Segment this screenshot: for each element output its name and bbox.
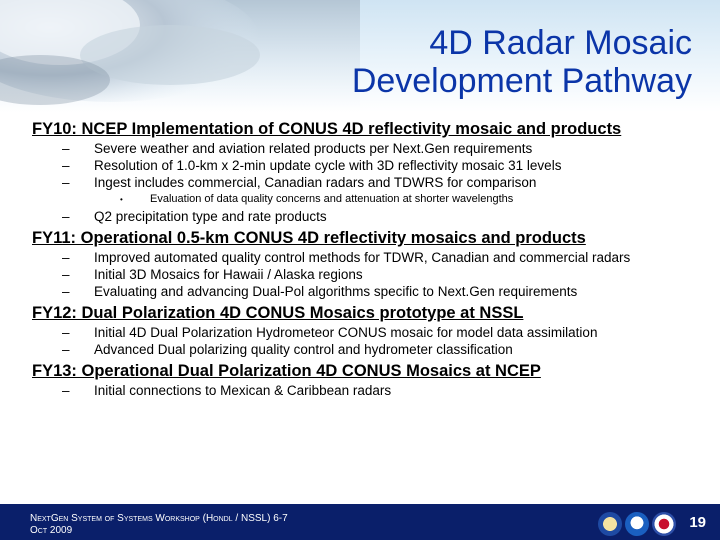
- nws-logo-icon: [652, 512, 676, 536]
- title-line-1: 4D Radar Mosaic: [429, 24, 692, 62]
- storm-cloud-image: [0, 0, 360, 112]
- section-fy12: [32, 304, 704, 358]
- list-item: – Initial 3D Mosaics for Hawaii / Alaska regions: [62, 267, 363, 282]
- footer-caption: [30, 513, 288, 537]
- dot-bullet-icon: •: [120, 195, 123, 204]
- list-item: – Advanced Dual polarizing quality control and hydrometer classification: [62, 342, 513, 357]
- list-item: – Initial 4D Dual Polarization Hydrometeor CONUS mosaic for model data assimilation: [62, 325, 598, 340]
- dash-bullet-icon: –: [62, 175, 70, 190]
- bullet-list: [32, 325, 704, 358]
- list-item: – Resolution of 1.0-km x 2-min update cycle with 3D reflectivity mosaic 31 levels: [62, 158, 562, 173]
- page-number: 19: [689, 514, 706, 531]
- list-item: – Initial connections to Mexican & Caribbean radars: [62, 383, 392, 398]
- section-heading: FY12: Dual Polarization 4D CONUS Mosaics prototype at NSSL: [32, 304, 524, 322]
- dash-bullet-icon: –: [62, 141, 70, 156]
- dash-bullet-icon: –: [62, 383, 70, 398]
- title-line-2: Development Pathway: [351, 62, 692, 100]
- dash-bullet-icon: –: [62, 158, 70, 173]
- section-fy13: [32, 362, 704, 399]
- section-heading: FY10: NCEP Implementation of CONUS 4D reflectivity mosaic and products: [32, 120, 622, 138]
- footer-line-2: Oct 2009: [30, 525, 73, 536]
- footer-line-1: NextGen System of Systems Workshop (Hondl / NSSL) 6-7: [30, 513, 288, 524]
- dash-bullet-icon: –: [62, 284, 70, 299]
- list-item: – Q2 precipitation type and rate products: [62, 209, 327, 224]
- section-heading: FY11: Operational 0.5-km CONUS 4D reflectivity mosaics and products: [32, 229, 586, 247]
- slide-footer: [0, 504, 720, 540]
- dash-bullet-icon: –: [62, 209, 70, 224]
- slide-body: [32, 120, 704, 403]
- noaa-logo-icon: [625, 512, 649, 536]
- list-item: – Improved automated quality control methods for TDWR, Canadian and commercial radars: [62, 250, 631, 265]
- slide-title: [352, 24, 692, 100]
- section-fy10: [32, 120, 704, 225]
- list-item: – Evaluating and advancing Dual-Pol algorithms specific to Next.Gen requirements: [62, 284, 578, 299]
- list-item: – Severe weather and aviation related products per Next.Gen requirements: [62, 141, 533, 156]
- dash-bullet-icon: –: [62, 325, 70, 340]
- sub-list-item: • Evaluation of data quality concerns and attenuation at shorter wavelengths: [120, 193, 514, 205]
- bullet-list: [32, 383, 704, 399]
- doc-seal-icon: [598, 512, 622, 536]
- slide-header: [0, 0, 720, 112]
- dash-bullet-icon: –: [62, 342, 70, 357]
- list-item: – Ingest includes commercial, Canadian radars and TDWRS for comparison: [62, 175, 537, 190]
- section-heading: FY13: Operational Dual Polarization 4D CONUS Mosaics at NCEP: [32, 362, 541, 380]
- bullet-list: [32, 141, 704, 225]
- section-fy11: [32, 229, 704, 300]
- dash-bullet-icon: –: [62, 267, 70, 282]
- bullet-list: [32, 250, 704, 300]
- dash-bullet-icon: –: [62, 250, 70, 265]
